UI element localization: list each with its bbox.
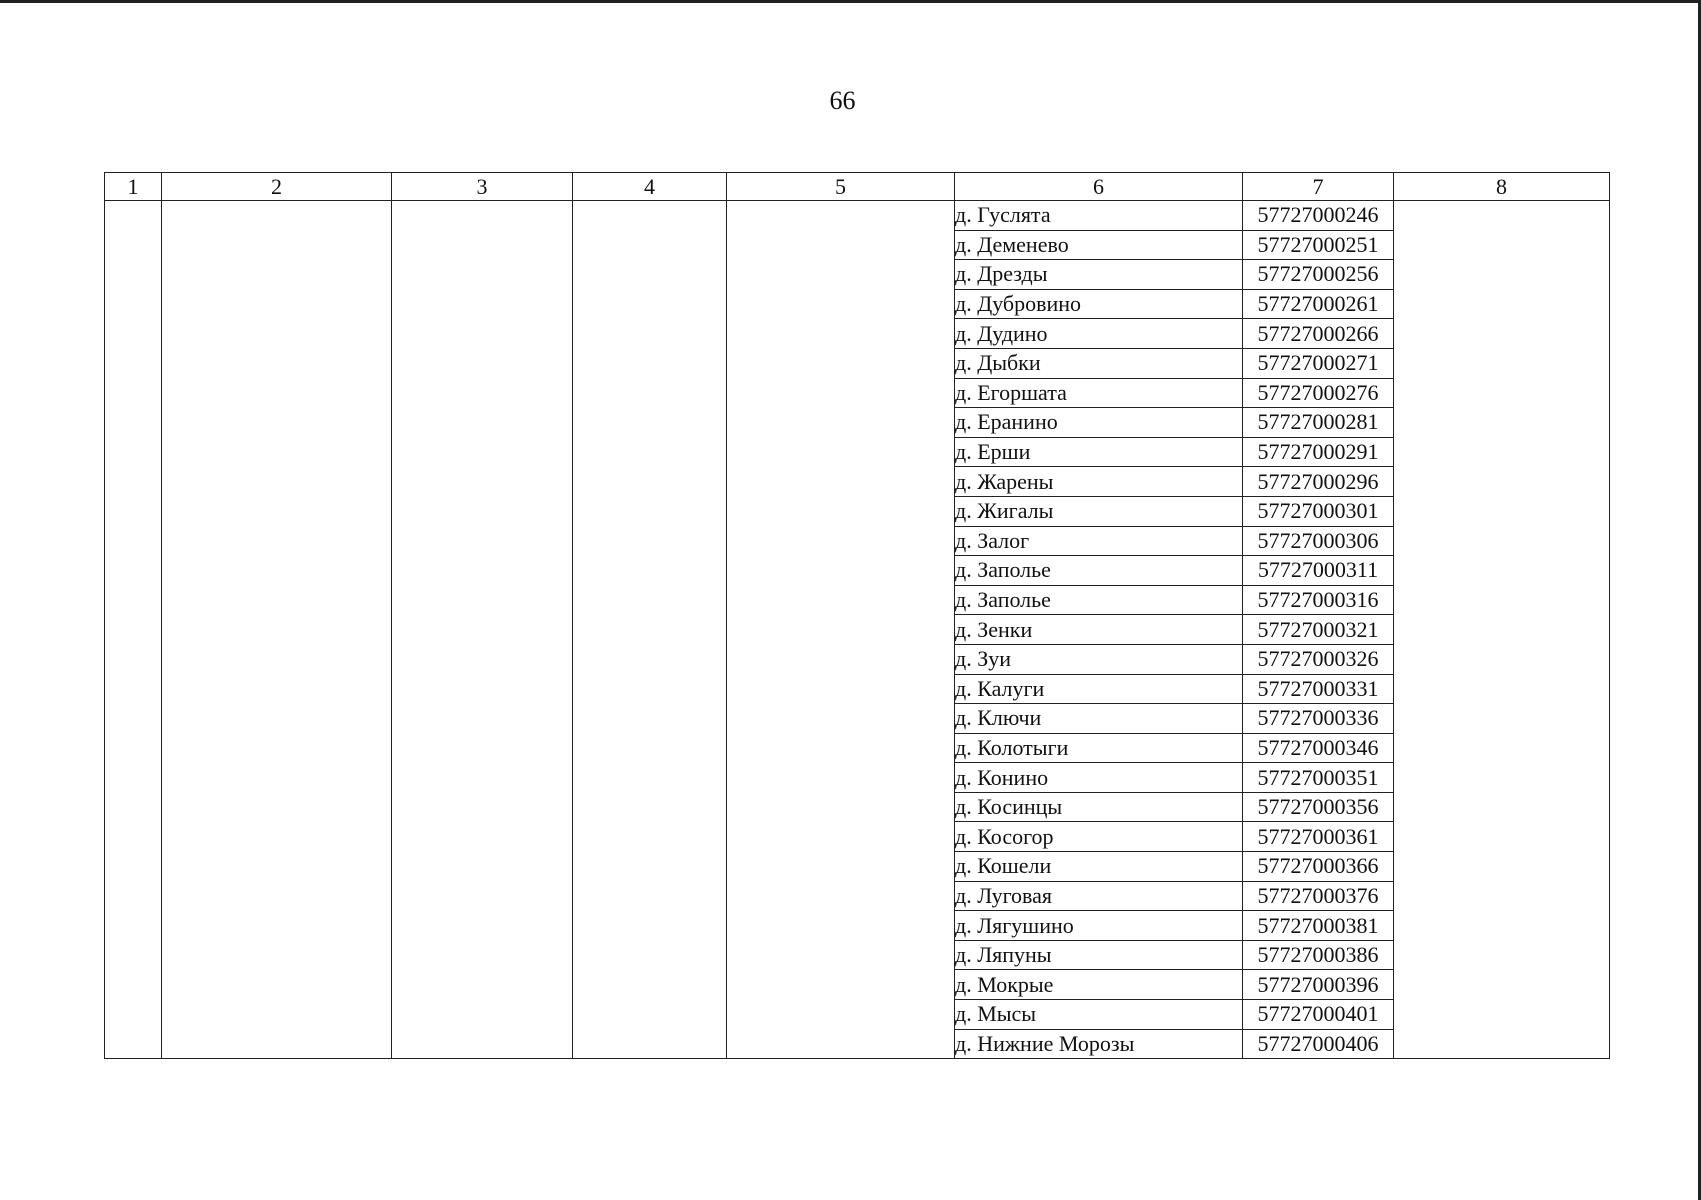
column-header-7: 7 [1243,173,1394,201]
settlement-code: 57727000311 [1243,556,1394,586]
page-number: 66 [829,86,856,115]
page-edge-top [0,0,1701,3]
settlement-name: д. Ерши [955,437,1243,467]
column-header-6: 6 [955,173,1243,201]
settlement-code: 57727000266 [1243,319,1394,349]
column-header-3: 3 [392,173,573,201]
settlement-name: д. Мокрые [955,970,1243,1000]
table-row [105,201,1610,231]
settlement-name: д. Лягушино [955,911,1243,941]
settlement-code: 57727000256 [1243,260,1394,290]
settlement-name: д. Косинцы [955,792,1243,822]
settlement-name: д. Егоршата [955,378,1243,408]
settlement-code: 57727000396 [1243,970,1394,1000]
settlement-name: д. Залог [955,526,1243,556]
column-8-merged-cell [1394,201,1610,1059]
settlement-name: д. Жарены [955,467,1243,497]
settlement-name: д. Ляпуны [955,940,1243,970]
column-3-merged-cell [392,201,573,1059]
settlement-name: д. Жигалы [955,496,1243,526]
settlement-name: д. Конино [955,763,1243,793]
settlement-code: 57727000276 [1243,378,1394,408]
column-header-1: 1 [105,173,162,201]
settlement-name: д. Гуслята [955,201,1243,231]
settlement-name: д. Заполье [955,585,1243,615]
settlement-code: 57727000306 [1243,526,1394,556]
settlement-name: д. Еранино [955,408,1243,438]
settlement-code: 57727000346 [1243,733,1394,763]
column-header-2: 2 [162,173,392,201]
settlement-name: д. Дрезды [955,260,1243,290]
settlement-code: 57727000261 [1243,289,1394,319]
settlement-name: д. Деменево [955,230,1243,260]
column-header-4: 4 [573,173,727,201]
header-row [105,173,1610,201]
settlement-code: 57727000401 [1243,1000,1394,1030]
settlement-name: д. Заполье [955,556,1243,586]
table-body [105,201,1610,1059]
settlement-code: 57727000316 [1243,585,1394,615]
settlement-name: д. Ключи [955,704,1243,734]
settlement-name: д. Дубровино [955,289,1243,319]
settlement-code: 57727000296 [1243,467,1394,497]
settlement-name: д. Дыбки [955,348,1243,378]
settlement-name: д. Нижние Морозы [955,1029,1243,1059]
settlement-code: 57727000301 [1243,496,1394,526]
settlement-code: 57727000246 [1243,201,1394,231]
settlement-code: 57727000326 [1243,644,1394,674]
settlement-code: 57727000406 [1243,1029,1394,1059]
column-1-merged-cell [105,201,162,1059]
settlement-name: д. Косогор [955,822,1243,852]
settlement-code: 57727000336 [1243,704,1394,734]
settlement-code: 57727000281 [1243,408,1394,438]
settlement-name: д. Калуги [955,674,1243,704]
column-4-merged-cell [573,201,727,1059]
settlement-code: 57727000251 [1243,230,1394,260]
settlement-name: д. Колотыги [955,733,1243,763]
column-2-merged-cell [162,201,392,1059]
column-header-8: 8 [1394,173,1610,201]
settlement-code: 57727000291 [1243,437,1394,467]
column-5-merged-cell [727,201,955,1059]
settlement-name: д. Луговая [955,881,1243,911]
column-header-5: 5 [727,173,955,201]
settlement-code: 57727000386 [1243,940,1394,970]
settlement-code: 57727000331 [1243,674,1394,704]
settlement-code: 57727000351 [1243,763,1394,793]
settlement-code: 57727000361 [1243,822,1394,852]
settlement-name: д. Зуи [955,644,1243,674]
settlement-name: д. Кошели [955,852,1243,882]
settlement-code: 57727000356 [1243,792,1394,822]
settlements-table [104,172,1610,1059]
settlement-name: д. Зенки [955,615,1243,645]
settlement-name: д. Мысы [955,1000,1243,1030]
settlement-name: д. Дудино [955,319,1243,349]
settlement-code: 57727000321 [1243,615,1394,645]
settlement-code: 57727000376 [1243,881,1394,911]
settlement-code: 57727000381 [1243,911,1394,941]
settlement-code: 57727000271 [1243,348,1394,378]
settlement-code: 57727000366 [1243,852,1394,882]
